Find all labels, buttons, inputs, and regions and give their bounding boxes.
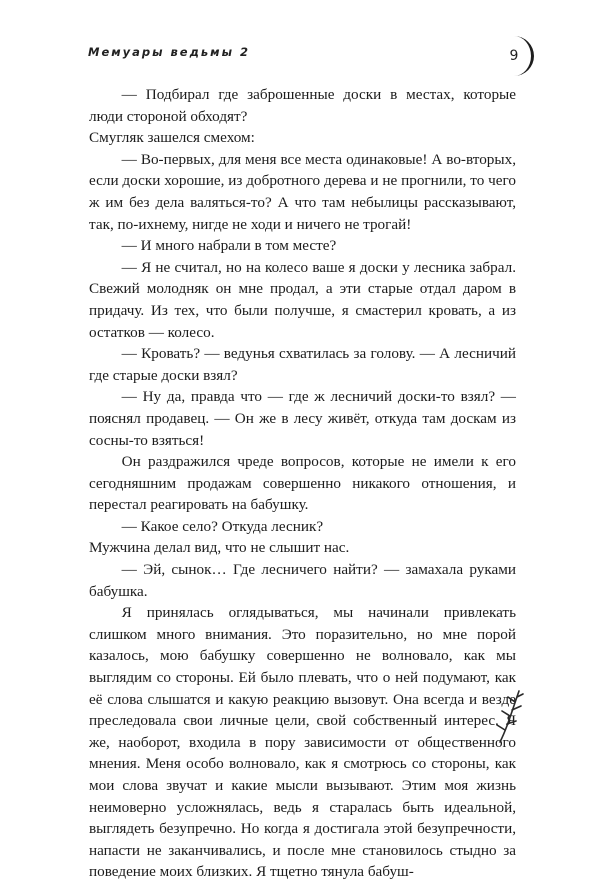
paragraph: — Я не считал, но на колесо ваше я доски у лесника забрал. Свежий молодняк он мне продал, а эти старые отдал даром в придачу. Из тех, что были получше, я смастерил кровать, а из остатков — колесо.	[89, 258, 516, 341]
body-text	[89, 84, 516, 883]
paragraph: — Кровать? — ведунья схватилась за голову. — А лесничий где старые доски взял?	[89, 345, 516, 384]
paragraph: — Во-первых, для меня все места одинаковые! А во-вторых, если доски хорошие, из добротного дерева и не прогнили, то чего ж им без дела валяться-то? А что там небылицы рассказывают, так, по-ихнему, нигде не ходи и ничего не трогай!	[89, 150, 516, 233]
paragraph: — Какое село? Откуда лесник?	[121, 517, 324, 535]
branch-ornament-icon	[495, 688, 525, 744]
page-number: 9	[509, 48, 519, 64]
paragraph: — Ну да, правда что — где ж лесничий доски-то взял? — пояснял продавец. — Он же в лесу живёт, откуда там доскам из сосны-то взяться!	[89, 388, 516, 449]
paragraph: Мужчина делал вид, что не слышит нас.	[89, 539, 350, 557]
paragraph: Смугляк зашелся смехом:	[89, 129, 255, 147]
paragraph: — Подбирал где заброшенные доски в местах, которые люди стороной обходят?	[89, 86, 516, 125]
paragraph: — Эй, сынок… Где лесничего найти? — замахала руками бабушка.	[89, 561, 516, 600]
paragraph: — И много набрали в том месте?	[121, 237, 337, 255]
paragraph: Он раздражился чреде вопросов, которые не имели к его сегодняшним продажам совершенно никакого отношения, и перестал реагировать на бабушку.	[89, 453, 516, 514]
page-number-badge	[491, 33, 537, 79]
paragraph: Я принялась оглядываться, мы начинали привлекать слишком много внимания. Это поразительно, но мне порой казалось, мою бабушку совершенно не волновало, как мы выглядим со стороны. Ей было плевать, что о ней подумают, как её слова слышатся и какую реакцию вызовут. Она всегда и везде преследовала свои личные цели, свой собственный интерес. Я же, наоборот, входила в пору зависимости от общественного мнения. Меня особо волновало, как я смотрюсь со стороны, как мои слова звучат и какие мысли вызывают. Этим моя жизнь неимоверно усложнялась, ведь я старалась быть идеальной, выглядеть безупречно. Но когда я достигала этой безупречности, напасти не заканчивались, и после мне становилось стыдно за поведение моих близких. Я тщетно тянула бабуш-	[89, 604, 516, 881]
running-title: Мемуары ведьмы 2	[88, 45, 250, 59]
